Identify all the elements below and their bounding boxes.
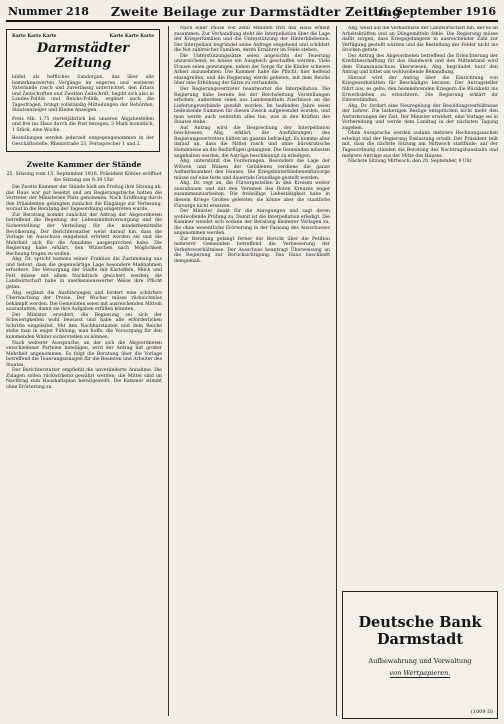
paragraph: Auf Antrag wird die Besprechung der Interpellation beschlossen. Abg. erklärt, die Ausführungen des Regierungsvertreters hätten im ganzen befriedigt. Es komme aber darauf an, dass die Mittel rasch und ohne bürokratische Hemmnisse an die Bedürftigen gelangten. Die Gemeinden müssten angehalten werden, die Anträge beschleunigt zu erledigen.: [174, 125, 330, 159]
newspaper-page: [6, 4, 498, 720]
supplement-title: Zweite Beilage zur Darmstädter Zeitung: [110, 4, 402, 19]
paragraph: Der Antrag des Abgeordneten betreffend die Erleichterung der Kreditbeschaffung für das Handwerk und den Mittelstand wird dem Finanzausschuss überwiesen. Abg. begründet kurz den Antrag und bittet um wohlwollende Behandlung.: [342, 53, 498, 76]
bank-service-line: Aufbewahrung und Verwaltung: [368, 657, 472, 665]
paragraph: Der Berichterstatter empfiehlt die unveränderte Annahme. Die Zulagen sollen rückwirkend gewährt werden; die Mittel sind im Nachtrag zum Haushaltsplan bereitgestellt. Die Kammer stimmt ohne Erörterung zu.: [6, 368, 162, 390]
paragraph: Zur Beratung kommt zunächst der Antrag der Abgeordneten betreffend die Regelung der Lebensmittelversorgung und die Sicherstellung der Verteilung für die minderbemittelte Bevölkerung. Der Berichterstatter weist darauf hin, dass die Vorlage im Ausschuss eingehend erörtert worden sei und die Mehrheit sich für die Annahme ausgesprochen habe. Die Regierung habe erklärt, den Wünschen nach Möglichkeit Rechnung tragen zu wollen.: [6, 212, 162, 257]
paragraph: Abg. unterstützt die Forderungen. Besonders die Lage der Witwen und Waisen der Gefallenen verdiene die ganze Aufmerksamkeit des Hauses. Die Kriegshinterbliebenenfürsorge müsse auf eine feste und dauernde Grundlage gestellt werden.: [174, 159, 330, 181]
column-1: [6, 26, 162, 720]
bank-advertisement: [342, 591, 498, 719]
column-rule-left: [168, 26, 169, 716]
paragraph: Abg. Dr. spricht namens seiner Fraktion die Zustimmung aus und betont, dass die gegenwärtige Lage besondere Maßnahmen erfordere. Die Versorgung der Städte mit Kartoffeln, Milch und Fett müsse mit allem Nachdruck gesichert werden; die Landwirtschaft habe in anerkennenswerter Weise ihre Pflicht getan.: [6, 257, 162, 291]
article-body-col2: [174, 26, 330, 265]
bank-service-subline: [343, 669, 497, 677]
paragraph: Die Zweite Kammer der Stände hielt am Freitag ihre Sitzung ab; das Haus war gut besetzt und am Regierungstische hatten die Vertreter der Ministerien Platz genommen. Nach Eröffnung durch den Präsidenten gelangten zunächst die Eingänge zur Verlesung, worauf in die Beratung der Tagesordnung eingetreten wurde.: [6, 185, 162, 213]
paragraph: Abg. ergänzt die Ausführungen und fordert eine schärfere Überwachung der Preise. Der Wucher müsse rücksichtslos bekämpft werden. Die Gemeinden seien mit ausreichenden Mitteln auszustatten, damit sie ihre Aufgaben erfüllen könnten.: [6, 290, 162, 313]
article-body-col1: [6, 185, 162, 390]
paragraph: Nach weiterer Aussprache, an der sich die Abgeordneten verschiedener Parteien beteiligen, wird der Antrag mit großer Mehrheit angenommen. Es folgt die Beratung über die Vorlage betreffend die Teuerungszulagen für die Beamten und Arbeiter des Staates.: [6, 340, 162, 368]
paragraph: Hierauf wird der Antrag über die Einrichtung von Kriegswerkstätten für Beschädigte beraten. Der Antragsteller führt aus, es gelte, den heimkehrenden Kriegern die Rückkehr ins Erwerbsleben zu erleichtern. Die Regierung erklärt ihr Einverständnis.: [342, 75, 498, 104]
paragraph: Ohne Aussprache werden sodann mehrere Rechnungssachen erledigt und der Regierung Entlastung erteilt. Der Präsident teilt mit, dass die nächste Sitzung am Mittwoch stattfinde; auf der Tagesordnung stünden die Beratung des Nachtragshaushalts und mehrere Anträge aus der Mitte des Hauses.: [342, 131, 498, 159]
next-session-note: Nächste Sitzung Mittwoch, den 20. September, 9 Uhr.: [348, 159, 473, 165]
paragraph: Der Minister dankt für die Anregungen und sagt deren wohlwollende Prüfung zu. Damit ist die Interpellation erledigt. Die Kammer wendet sich sodann der Beratung kleinerer Vorlagen zu, die ohne wesentliche Erörterung in der Fassung des Ausschusses angenommen werden.: [174, 209, 330, 237]
paragraph: Nach einer Pause von zehn Minuten tritt das Haus erneut zusammen. Zur Verhandlung steht die Interpellation über die Lage der Kriegerfamilien und die Unterstützung der Hinterbliebenen. Der Interpellant begründet seine Anfrage eingehend und schildert die Not zahlreicher Familien, deren Ernährer im Felde stehen.: [174, 26, 330, 54]
article-headline: Zweite Kammer der Stände: [26, 160, 142, 169]
column-2: [174, 26, 330, 720]
bank-name: Deutsche Bank Darmstadt: [358, 614, 482, 648]
ad-corner-right: Karte Karte Karte: [109, 34, 154, 39]
ad-newspaper-name: Darmstädter Zeitung: [36, 41, 130, 71]
paragraph: Der Regierungsvertreter beantwortet die Interpellation. Die Regierung habe bereits bei der Reichsleitung Vorstellungen erhoben; außerdem seien aus Landesmitteln Zuschüsse an die Lieferungsverbände gezahlt worden. Im laufenden Jahre seien bedeutende Summen für diesen Zweck aufgewendet worden, und man werde auch weiterhin alles tun, was in den Kräften des Staates stehe.: [174, 87, 330, 126]
paragraph: Die Unterstützungssätze seien angesichts der Teuerung unzureichend; es müsse ein Ausgleich geschaffen werden. Viele Frauen seien gezwungen, neben der Sorge für die Kinder schwere Arbeit anzunehmen. Die Kammer habe die Pflicht, hier helfend einzugreifen, und die Regierung werde gebeten, mit dem Reiche über eine Erhöhung der Sätze zu verhandeln.: [174, 53, 330, 87]
column-rule-right: [336, 26, 337, 716]
ad-corner-left: Karte Karte Karte: [12, 34, 57, 39]
issue-date: 16. September 1916: [371, 5, 496, 18]
masthead: [6, 4, 498, 22]
paragraph: Der Minister erwidert, die Regierung sei sich der Schwierigkeiten wohl bewusst und habe alle erforderlichen Schritte eingeleitet. Mit den Nachbarstaaten und dem Reiche stehe man in enger Fühlung; man hoffe, die Versorgung für den kommenden Winter sicherstellen zu können.: [6, 312, 162, 340]
paragraph: Zur Beratung gelangt ferner der Bericht über die Petition mehrerer Gemeinden betreffend die Verbesserung der Verkehrsverhältnisse. Der Ausschuss beantragt Überweisung an die Regierung zur Berücksichtigung. Das Haus beschließt demgemäß.: [174, 236, 330, 264]
bank-service-subline-text: von Wertpapieren.: [389, 669, 451, 677]
ad-price: Preis Mk. 1,75 vierteljährlich bei unseren Abgabestellen und frei ins Haus durch die Post bezogen, 3 Mark monatlich, 1 Stück, eine Woche.: [12, 116, 154, 133]
ad-order-info: Bestellungen werden jederzeit entgegengenommen in der Geschäftsstelle, Rheinstraße 23, Fernsprecher 1 und 2.: [12, 136, 154, 147]
issue-number: Nummer 218: [8, 5, 89, 18]
ad-corner-labels: [12, 34, 154, 39]
column-3: [342, 26, 498, 720]
ad-reference-code: (1009 II): [470, 709, 493, 715]
paragraph: Abg. weist auf die Verhältnisse der Landwirtschaft hin, der es an Arbeitskräften und an Düngemitteln fehle. Die Regierung müsse dafür sorgen, dass Kriegsgefangene in ausreichender Zahl zur Verfügung gestellt würden und die Bestellung der Felder nicht ins Stocken gerate.: [342, 26, 498, 54]
article-body-col3: [342, 26, 498, 586]
article-subhead: 25. Sitzung vom 15. September 1916. Präsident Köhler eröffnet die Sitzung um 9.30 Uhr.: [6, 172, 162, 183]
paragraph: Abg. Dr. fordert eine Neuregelung der Besoldungsverhältnisse der Lehrer. Die bisherigen Bezüge entsprächen nicht mehr den Anforderungen der Zeit. Der Minister erwidert, eine Vorlage sei in Vorbereitung und werde dem Landtag in der nächsten Tagung zugehen.: [342, 103, 498, 131]
ad-body: bildet als heffliches Sandorgan, das über alle bemerkenswerten Vorgänge im engeren und weiteren Vaterlande rasch und zuverlässig unterrichtet, den Erlass und Zeitschriften und Zweiten Zeitschrift, begibt sich also in Landes-Politik und Reichs-Politik, ergänzt auch die Tagesfragen, bringt vollständig Mitteilungen der Behörden, Staatsanzeiger und Kleine Anzeigen.: [12, 75, 154, 113]
subscription-ad: [6, 29, 160, 152]
paragraph: Abg. Dr. regt an, die Fürsorgestellen in den Kreisen weiter auszubauen und mit den Vereinen des Roten Kreuzes enger zusammenzuarbeiten. Die freiwillige Liebestätigkeit habe in diesem Kriege Großes geleistet; sie könne aber die staatliche Fürsorge nicht ersetzen.: [174, 181, 330, 209]
